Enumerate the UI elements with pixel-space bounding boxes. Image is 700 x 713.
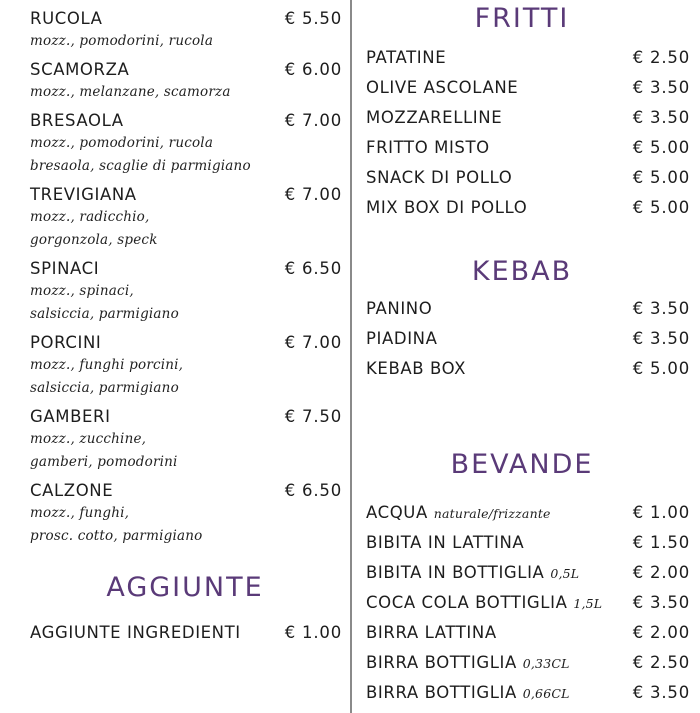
item-price: € 7.00: [284, 111, 342, 130]
menu-item-olive-ascolane: [366, 77, 690, 101]
item-price: € 5.00: [632, 198, 690, 217]
item-price: € 2.50: [632, 48, 690, 67]
aggiunte-heading: AGGIUNTE: [106, 572, 264, 603]
item-price: € 3.50: [632, 683, 690, 702]
item-description: gamberi, pomodorini: [30, 454, 178, 470]
item-name: PATATINE: [366, 48, 447, 67]
drink-note: 0,5L: [550, 566, 580, 581]
item-description: bresaola, scaglie di parmigiano: [30, 158, 251, 174]
item-description: mozz., funghi,: [30, 505, 130, 521]
item-name: SCAMORZA: [30, 60, 130, 79]
menu-item-rucola: [30, 8, 342, 53]
item-name: [366, 652, 570, 675]
item-name: RUCOLA: [30, 9, 103, 28]
item-name: [366, 682, 570, 705]
item-price: € 6.00: [284, 60, 342, 79]
item-price: € 3.50: [632, 329, 690, 348]
menu-item-birra-bottiglia-066: [366, 682, 690, 706]
menu-item-panino: [366, 298, 690, 322]
menu-item-gamberi: [30, 406, 342, 474]
item-price: € 2.00: [632, 563, 690, 582]
drink-note: 0,66CL: [522, 686, 570, 701]
drink-name: COCA COLA BOTTIGLIA: [366, 593, 568, 612]
item-name: PIADINA: [366, 329, 438, 348]
menu-item-patatine: [366, 47, 690, 71]
menu-item-aggiunte-ingredienti: [30, 622, 342, 644]
item-price: € 1.00: [632, 503, 690, 522]
item-name: KEBAB BOX: [366, 359, 467, 378]
item-price: € 3.50: [632, 108, 690, 127]
item-description: mozz., radicchio,: [30, 209, 150, 225]
item-name: AGGIUNTE INGREDIENTI: [30, 623, 241, 642]
item-price: € 5.00: [632, 138, 690, 157]
drink-name: BIBITA IN BOTTIGLIA: [366, 563, 545, 582]
item-name: MIX BOX DI POLLO: [366, 198, 528, 217]
item-description: mozz., pomodorini, rucola: [30, 135, 214, 151]
bevande-heading: BEVANDE: [450, 449, 594, 480]
drink-note: naturale/frizzante: [433, 506, 551, 521]
item-price: € 3.50: [632, 299, 690, 318]
item-price: € 1.50: [632, 533, 690, 552]
item-name: SNACK DI POLLO: [366, 168, 513, 187]
item-name: TREVIGIANA: [30, 185, 137, 204]
item-price: € 3.50: [632, 78, 690, 97]
drink-name: BIRRA BOTTIGLIA: [366, 683, 517, 702]
menu-item-acqua: [366, 502, 690, 526]
item-name: [366, 502, 551, 525]
item-price: € 2.50: [632, 653, 690, 672]
drink-name: BIRRA BOTTIGLIA: [366, 653, 517, 672]
item-price: € 7.00: [284, 185, 342, 204]
item-description: prosc. cotto, parmigiano: [30, 528, 203, 544]
menu-item-kebab-box: [366, 358, 690, 382]
item-description: salsiccia, parmigiano: [30, 306, 179, 322]
drink-name: ACQUA: [366, 503, 428, 522]
item-description: mozz., melanzane, scamorza: [30, 84, 231, 100]
item-price: € 7.50: [284, 407, 342, 426]
item-price: € 2.00: [632, 623, 690, 642]
right-column: [352, 0, 700, 713]
menu-item-fritto-misto: [366, 137, 690, 161]
item-price: € 7.00: [284, 333, 342, 352]
drink-note: 1,5L: [573, 596, 603, 611]
menu-item-bibita-lattina: [366, 532, 690, 556]
item-description: mozz., spinaci,: [30, 283, 134, 299]
menu-item-birra-lattina: [366, 622, 690, 646]
menu-item-trevigiana: [30, 184, 342, 252]
item-name: GAMBERI: [30, 407, 111, 426]
item-price: € 5.00: [632, 359, 690, 378]
item-name: OLIVE ASCOLANE: [366, 78, 519, 97]
menu-item-piadina: [366, 328, 690, 352]
menu-item-mix-box-di-pollo: [366, 197, 690, 221]
menu-item-porcini: [30, 332, 342, 400]
item-name: [366, 622, 497, 644]
item-price: € 6.50: [284, 481, 342, 500]
menu-item-mozzarelline: [366, 107, 690, 131]
menu-item-spinaci: [30, 258, 342, 326]
item-name: CALZONE: [30, 481, 114, 500]
fritti-heading: FRITTI: [474, 3, 570, 34]
menu-item-snack-di-pollo: [366, 167, 690, 191]
kebab-heading: KEBAB: [471, 256, 573, 287]
menu-item-bresaola: [30, 110, 342, 178]
item-price: € 1.00: [284, 623, 342, 642]
item-name: BRESAOLA: [30, 111, 124, 130]
drink-name: BIBITA IN LATTINA: [366, 533, 525, 552]
item-price: € 3.50: [632, 593, 690, 612]
item-description: mozz., funghi porcini,: [30, 357, 184, 373]
menu-item-bibita-bottiglia: [366, 562, 690, 586]
item-name: PORCINI: [30, 333, 102, 352]
item-name: PANINO: [366, 299, 433, 318]
item-name: SPINACI: [30, 259, 100, 278]
item-description: salsiccia, parmigiano: [30, 380, 179, 396]
menu-item-calzone: [30, 480, 342, 548]
item-price: € 5.00: [632, 168, 690, 187]
menu-item-scamorza: [30, 59, 342, 104]
item-description: gorgonzola, speck: [30, 232, 158, 248]
item-description: mozz., zucchine,: [30, 431, 147, 447]
drink-name: BIRRA LATTINA: [366, 623, 497, 642]
item-name: [366, 532, 524, 554]
menu-item-coca-cola-bottiglia: [366, 592, 690, 616]
item-name: FRITTO MISTO: [366, 138, 490, 157]
item-price: € 6.50: [284, 259, 342, 278]
menu-item-birra-bottiglia-033: [366, 652, 690, 676]
item-description: mozz., pomodorini, rucola: [30, 33, 214, 49]
item-name: MOZZARELLINE: [366, 108, 503, 127]
item-price: € 5.50: [284, 9, 342, 28]
item-name: [366, 592, 602, 615]
drink-note: 0,33CL: [522, 656, 570, 671]
item-name: [366, 562, 579, 585]
